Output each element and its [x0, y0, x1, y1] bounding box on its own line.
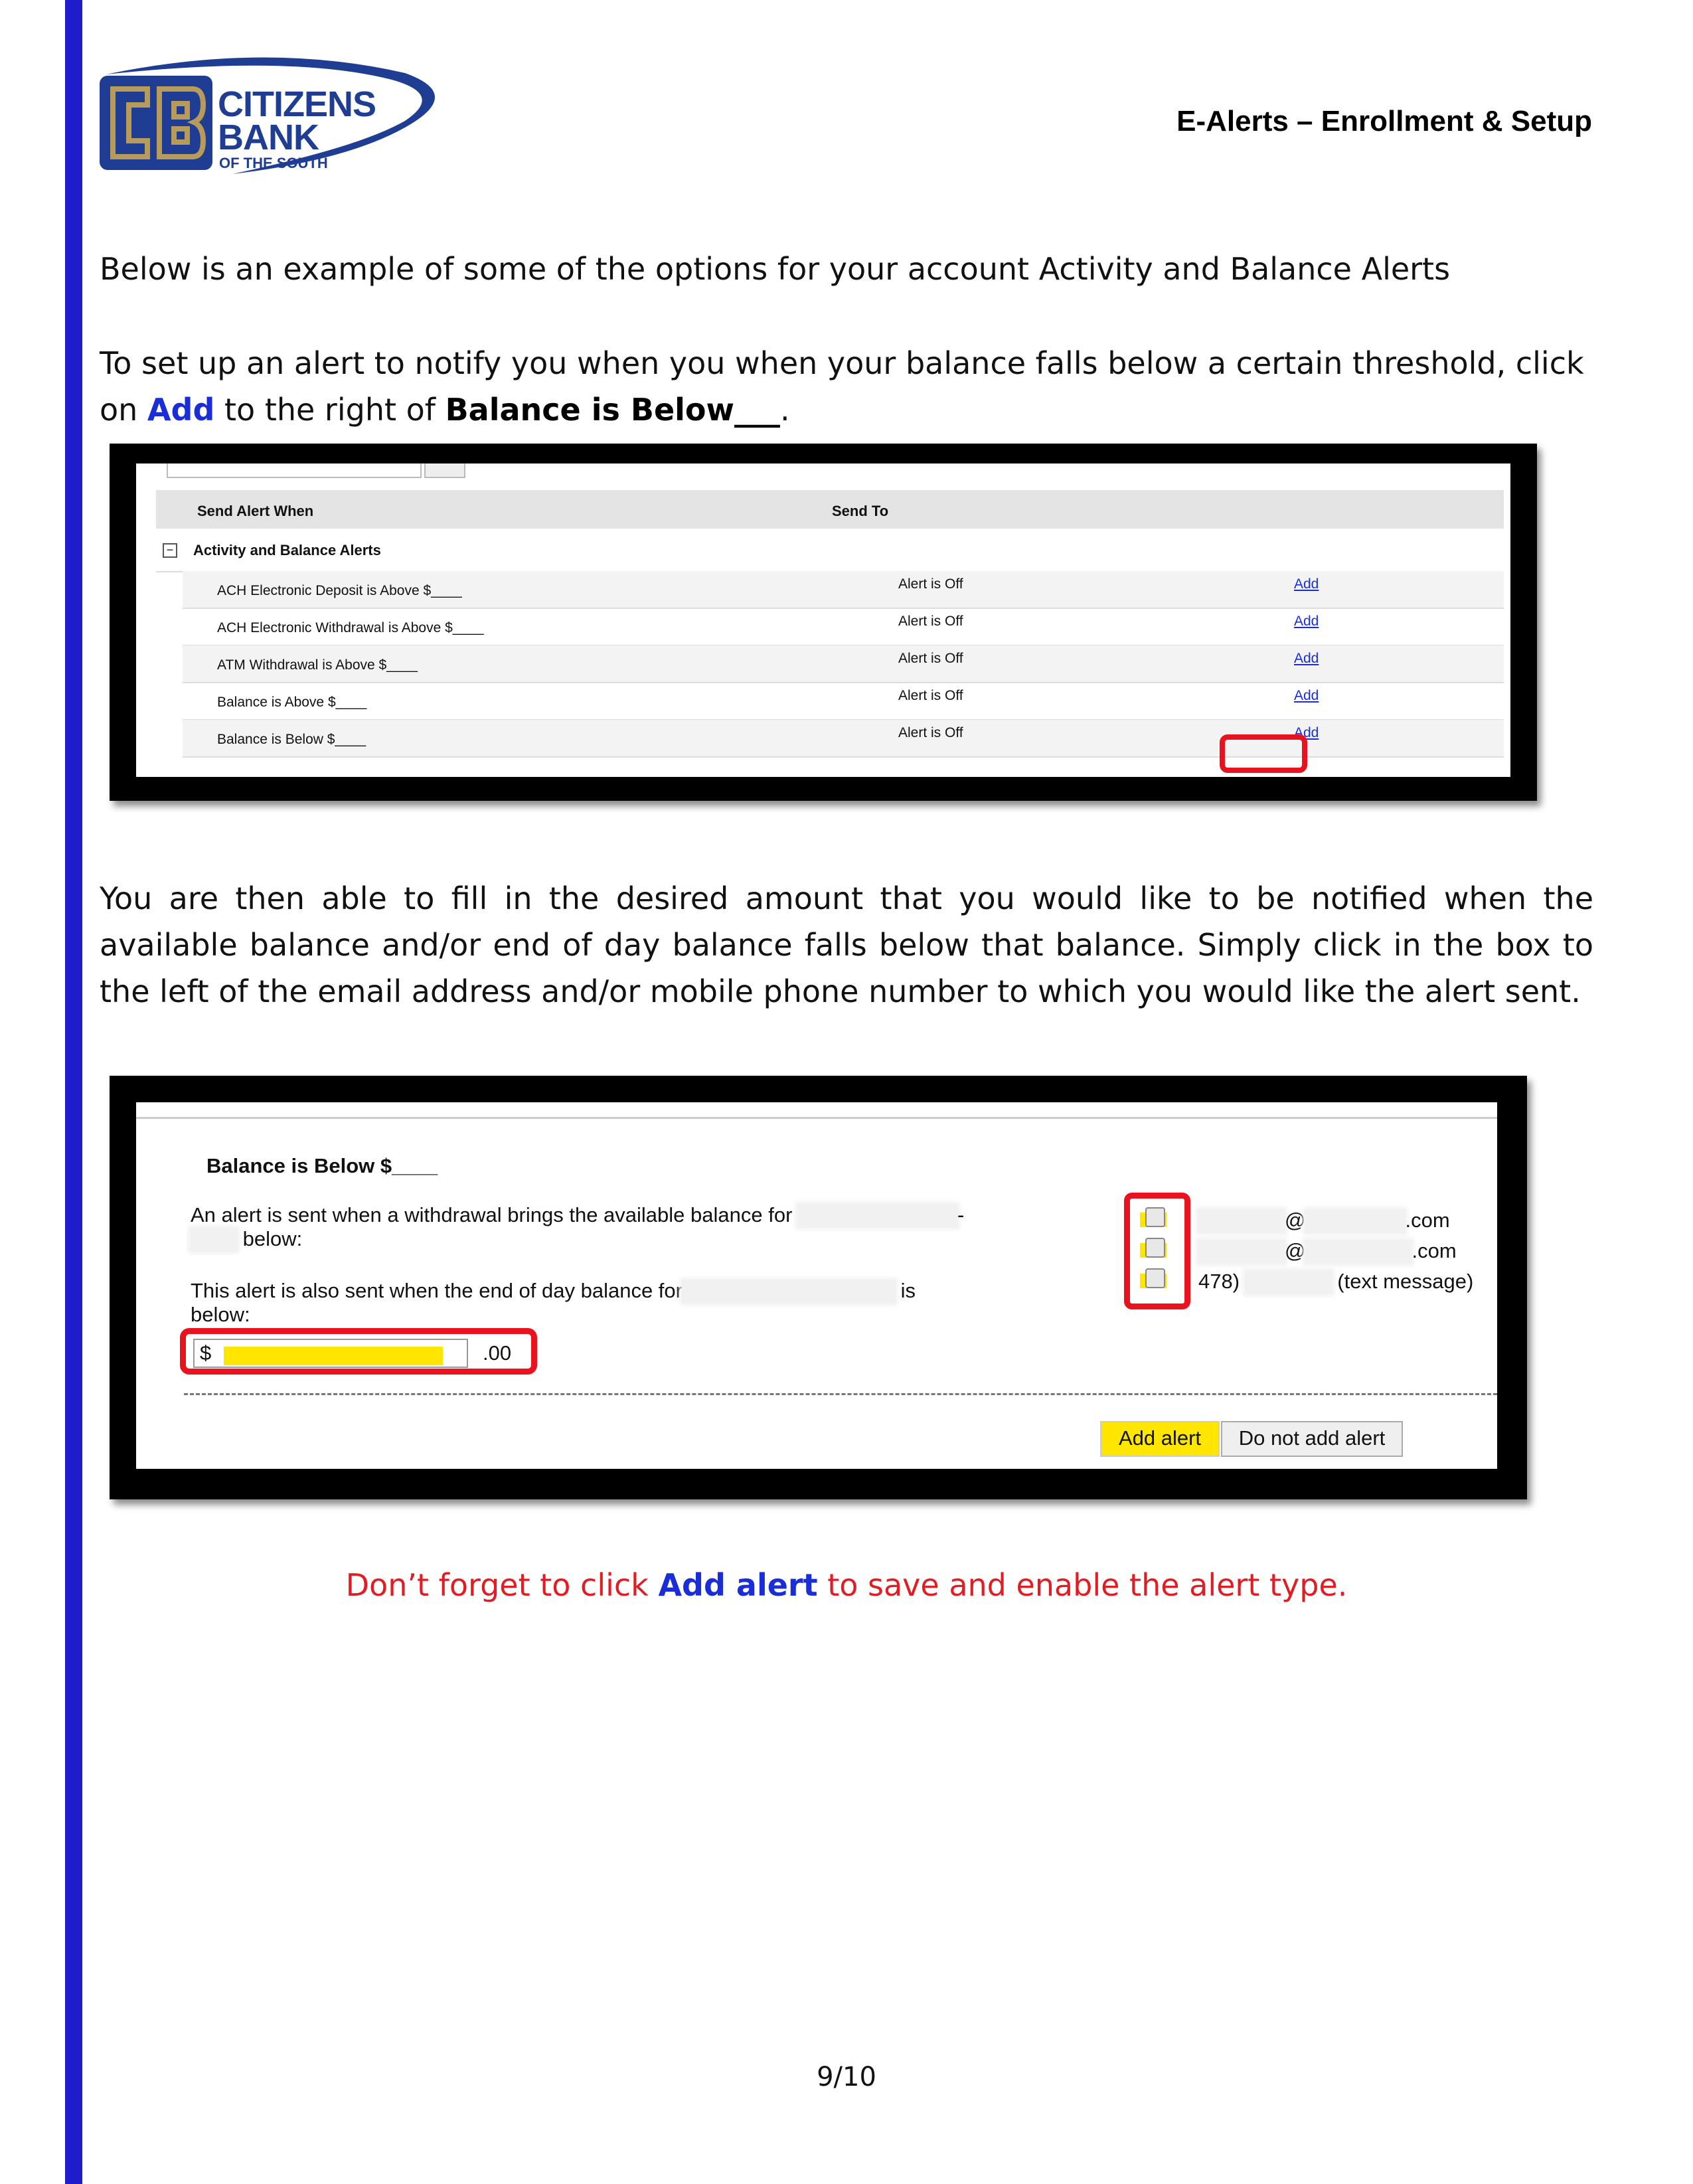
table-row	[183, 571, 1504, 609]
col-send-alert-when: Send Alert When	[197, 503, 314, 519]
reminder-note	[0, 1567, 1693, 1603]
group-label: Activity and Balance Alerts	[193, 542, 381, 558]
desc2-text: This alert is also sent when the end of day balance for	[191, 1279, 683, 1302]
redacted-email-user	[1198, 1210, 1285, 1232]
collapse-icon[interactable]: −	[163, 543, 177, 558]
highlight-box-checkboxes	[1124, 1193, 1190, 1309]
cb-monogram-icon	[100, 76, 212, 170]
alert-label: Balance is Above $____	[217, 695, 367, 710]
logo-text-bank: BANK	[218, 118, 319, 157]
left-margin-bar	[65, 0, 82, 2184]
note-post: to save and enable the alert type.	[817, 1567, 1348, 1603]
add-link[interactable]: Add	[1294, 576, 1319, 592]
instruction-paragraph-1	[100, 340, 1593, 433]
instruction1-post: .	[780, 392, 790, 428]
account-select-cropped[interactable]	[167, 463, 422, 478]
add-alert-button[interactable]: Add alert	[1100, 1421, 1220, 1457]
logo-text-of-the-south: OF THE SOUTH	[219, 155, 328, 171]
note-pre: Don’t forget to click	[345, 1567, 659, 1603]
alert-status: Alert is Off	[898, 576, 963, 592]
alert-status: Alert is Off	[898, 725, 963, 740]
table-row	[183, 645, 1504, 683]
page-header-title: E-Alerts – Enrollment & Setup	[1176, 105, 1592, 137]
instruction1-mid: to the right of	[214, 392, 445, 428]
form-title: Balance is Below $____	[206, 1154, 438, 1177]
highlight-box-amount	[180, 1328, 537, 1375]
table-row	[183, 608, 1504, 646]
screenshot-alert-list	[110, 444, 1537, 801]
redacted-account	[683, 1280, 895, 1303]
email-suffix: .com	[1411, 1239, 1457, 1262]
redacted-account-suffix	[191, 1228, 237, 1251]
add-link[interactable]: Add	[1294, 651, 1319, 666]
desc2-is: is	[900, 1279, 916, 1302]
intro-paragraph: Below is an example of some of the options for your account Activity and Balance Alerts	[100, 251, 1451, 287]
email-at: @	[1285, 1209, 1306, 1232]
redacted-email-domain	[1305, 1210, 1405, 1232]
activity-balance-group[interactable]	[156, 529, 1504, 572]
alert-list-panel	[136, 463, 1510, 777]
table-row	[183, 683, 1504, 720]
alert-status: Alert is Off	[898, 614, 963, 629]
alert-label: ATM Withdrawal is Above $____	[217, 657, 418, 673]
redacted-phone	[1246, 1271, 1332, 1294]
add-link[interactable]: Add	[1294, 614, 1319, 629]
desc1-text: An alert is sent when a withdrawal brings the available balance for	[191, 1203, 793, 1226]
description-available-balance	[191, 1203, 1020, 1251]
instruction1-pre: To set up an alert to notify you when you when your balance falls below a certain threshold, click on	[100, 345, 1584, 428]
alert-label: ACH Electronic Deposit is Above $____	[217, 583, 462, 598]
instruction1-target: Balance is Below___	[445, 392, 781, 428]
screenshot-balance-below-form	[110, 1076, 1527, 1499]
instruction-paragraph-2: You are then able to fill in the desired amount that you would like to be notified when the available balance and/or end of day balance falls below that balance. Simply click in the box to the left of the email address and/or mobile phone number to which you would like the alert sent.	[100, 881, 1593, 1009]
citizens-bank-logo	[93, 48, 451, 181]
redacted-email-user	[1198, 1240, 1285, 1263]
phone-suffix: (text message)	[1337, 1270, 1474, 1293]
page-number: 9/10	[817, 2062, 876, 2092]
desc1-below: below:	[242, 1227, 303, 1250]
alert-label: Balance is Below $____	[217, 732, 366, 747]
email-suffix: .com	[1405, 1209, 1450, 1232]
alert-status: Alert is Off	[898, 651, 963, 666]
contact-phone	[1198, 1270, 1473, 1294]
email-at: @	[1285, 1239, 1306, 1262]
currency-symbol: $	[200, 1341, 212, 1365]
add-link-balance-below[interactable]: Add	[1294, 725, 1319, 740]
highlight-box-add	[1220, 734, 1307, 773]
desc1-dash: -	[957, 1203, 965, 1226]
note-add-alert: Add alert	[658, 1567, 818, 1603]
contact-email-2	[1198, 1239, 1457, 1263]
contact-email-1	[1198, 1209, 1450, 1232]
instruction1-add: Add	[147, 392, 215, 428]
do-not-add-alert-button[interactable]: Do not add alert	[1221, 1421, 1403, 1457]
cents-label: .00	[483, 1341, 512, 1365]
desc2-below: below:	[191, 1303, 250, 1326]
col-send-to: Send To	[832, 503, 889, 519]
balance-below-panel	[136, 1102, 1497, 1469]
alert-table-header	[156, 490, 1504, 529]
redacted-email-domain	[1305, 1240, 1411, 1263]
dashed-divider	[184, 1393, 1497, 1395]
logo-text-citizens: CITIZENS	[218, 84, 376, 124]
phone-prefix: 478)	[1198, 1270, 1240, 1293]
alert-status: Alert is Off	[898, 688, 963, 703]
divider	[136, 1117, 1497, 1119]
description-end-of-day	[191, 1279, 1020, 1327]
go-button-cropped[interactable]	[424, 463, 465, 478]
add-link[interactable]: Add	[1294, 688, 1319, 703]
alert-label: ACH Electronic Withdrawal is Above $____	[217, 620, 484, 635]
redacted-account	[798, 1205, 957, 1227]
